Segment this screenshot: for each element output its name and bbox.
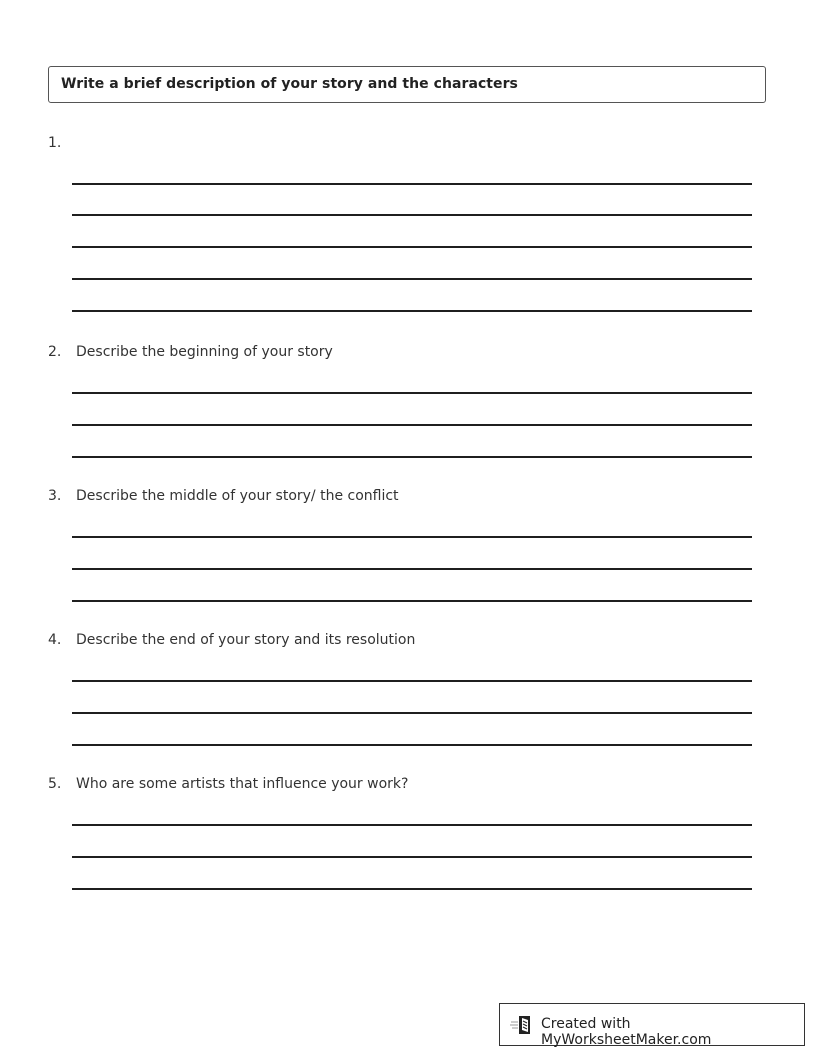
- answer-line[interactable]: [72, 424, 752, 426]
- question-1-number: 1.: [48, 135, 62, 151]
- footer-text: Created with MyWorksheetMaker.com: [541, 1016, 712, 1048]
- answer-line[interactable]: [72, 600, 752, 602]
- answer-line[interactable]: [72, 278, 752, 280]
- answer-line[interactable]: [72, 680, 752, 682]
- question-5-text: Who are some artists that influence your work?: [76, 776, 409, 792]
- question-2-number: 2.: [48, 344, 62, 360]
- question-2-text: Describe the beginning of your story: [76, 344, 333, 360]
- answer-line[interactable]: [72, 888, 752, 890]
- worksheet-maker-logo-icon: [510, 1015, 534, 1035]
- answer-line[interactable]: [72, 392, 752, 394]
- answer-line[interactable]: [72, 246, 752, 248]
- answer-line[interactable]: [72, 183, 752, 185]
- question-4-text: Describe the end of your story and its resolution: [76, 632, 416, 648]
- question-3-text: Describe the middle of your story/ the conflict: [76, 488, 399, 504]
- section-title: Write a brief description of your story and the characters: [61, 76, 518, 92]
- footer-credit[interactable]: [499, 1003, 805, 1046]
- answer-line[interactable]: [72, 310, 752, 312]
- answer-line[interactable]: [72, 568, 752, 570]
- question-5-number: 5.: [48, 776, 62, 792]
- answer-line[interactable]: [72, 712, 752, 714]
- answer-line[interactable]: [72, 214, 752, 216]
- answer-line[interactable]: [72, 744, 752, 746]
- question-3-number: 3.: [48, 488, 62, 504]
- answer-line[interactable]: [72, 456, 752, 458]
- answer-line[interactable]: [72, 824, 752, 826]
- question-4-number: 4.: [48, 632, 62, 648]
- answer-line[interactable]: [72, 536, 752, 538]
- answer-line[interactable]: [72, 856, 752, 858]
- section-header: [48, 66, 766, 103]
